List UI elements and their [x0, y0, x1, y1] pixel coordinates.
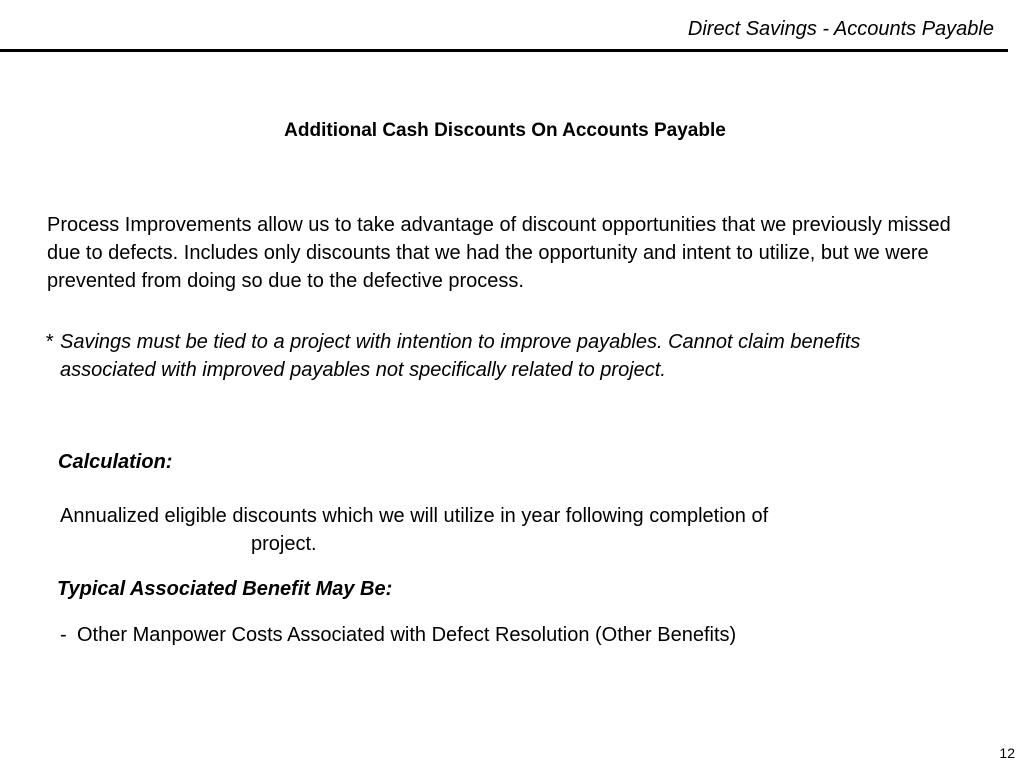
page-number: 12 — [999, 745, 1015, 761]
footnote-text: Savings must be tied to a project with intention to improve payables. Cannot claim benefits associated with improved payables not specifically related to project. — [60, 331, 861, 381]
header-title: Direct Savings - Accounts Payable — [687, 18, 994, 40]
footnote-block — [45, 328, 945, 384]
asterisk-marker: * — [45, 331, 53, 353]
calculation-text-continued: project. — [251, 533, 317, 555]
benefit-label: Typical Associated Benefit May Be: — [57, 578, 393, 600]
calculation-text: Annualized eligible discounts which we will utilize in year following completion of — [60, 505, 769, 527]
header-divider — [0, 49, 1008, 52]
benefit-item-text: Other Manpower Costs Associated with Defect Resolution (Other Benefits) — [77, 624, 737, 646]
body-paragraph: Process Improvements allow us to take advantage of discount opportunities that we previously missed due to defects. Includes only discounts that we had the opportunity and intent to utilize, but we were prevented from doing so due to the defective process. — [47, 214, 951, 292]
slide-heading: Additional Cash Discounts On Accounts Payable — [284, 120, 726, 141]
calculation-label: Calculation: — [58, 451, 173, 473]
dash-bullet: - — [60, 624, 67, 646]
benefit-list-item — [60, 621, 736, 649]
